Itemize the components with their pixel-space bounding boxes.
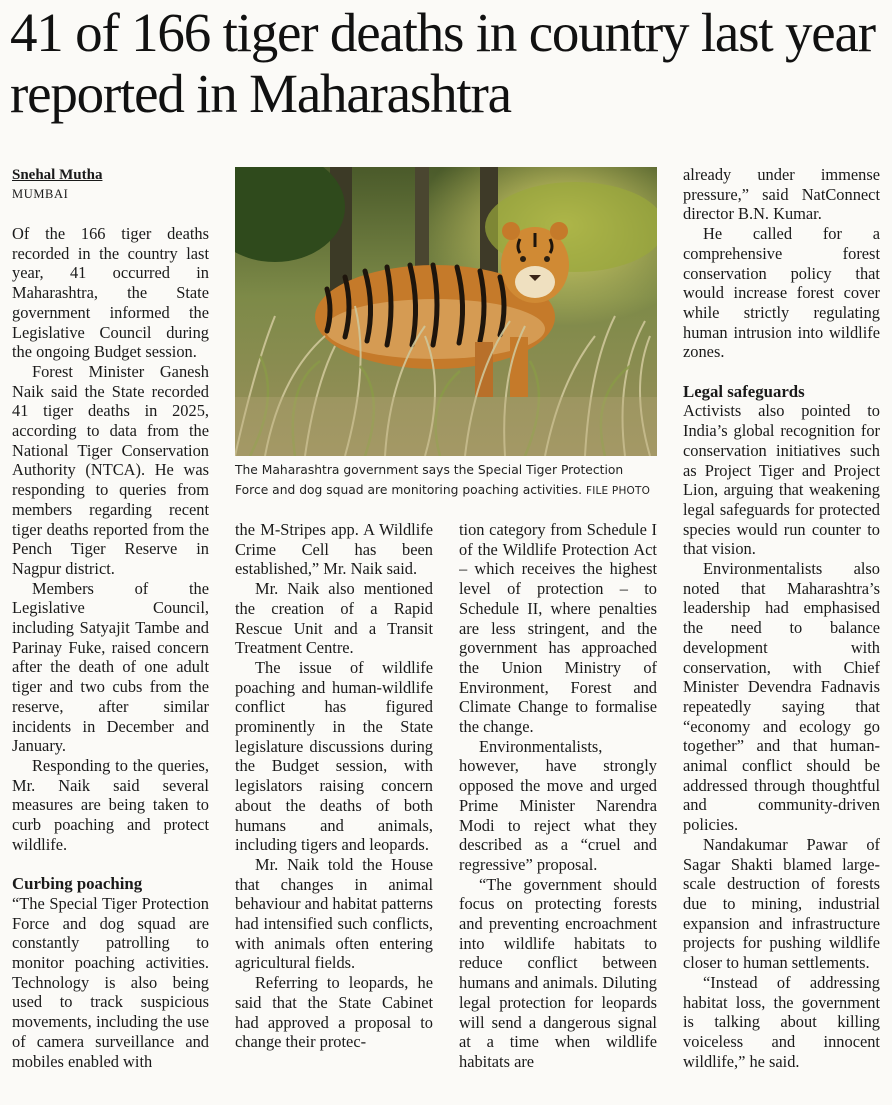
paragraph: Activists also pointed to India’s global recognition for conservation initiatives such as Project Tiger and Project Lion, arguing that weakening legal safeguards for protected species would run counter to that vision. — [683, 401, 880, 559]
paragraph: He called for a comprehensive forest conservation policy that would increase forest cover while strictly regulating human intrusion into wildlife zones. — [683, 224, 880, 362]
paragraph: “Instead of addressing habitat loss, the government is talking about killing voiceless and innocent wildlife,” he said. — [683, 972, 880, 1071]
paragraph: already under immense pressure,” said NatConnect director B.N. Kumar. — [683, 165, 880, 224]
photo-caption — [235, 460, 657, 501]
article-column-2 — [235, 520, 433, 1100]
dateline: MUMBAI — [12, 187, 69, 201]
paragraph: Of the 166 tiger deaths recorded in the country last year, 41 occurred in Maharashtra, the State government informed the Legislative Council during the ongoing Budget session. — [12, 224, 209, 362]
article-column-3 — [459, 520, 657, 1100]
subhead-curbing-poaching: Curbing poaching — [12, 874, 143, 894]
tiger-in-grass-illustration — [235, 167, 657, 456]
article-column-4 — [683, 165, 880, 1100]
headline: 41 of 166 tiger deaths in country last year reported in Maharashtra — [10, 2, 875, 124]
paragraph: the M-Stripes app. A Wildlife Crime Cell has been established,” Mr. Naik said. — [235, 520, 433, 579]
paragraph: Environmentalists also noted that Maharashtra’s leadership had emphasised the need to balance development with conservation, with Chief Minister Devendra Fadnavis repeatedly saying that “economy and ecology go together” and that human-animal conflict should be addressed through thoughtful and community-driven policies. — [683, 559, 880, 835]
paragraph: “The Special Tiger Protection Force and dog squad are constantly patrolling to monitor poaching activities. Technology is also being used to track suspicious movements, including the use of camera surveillance and mobiles enabled with — [12, 893, 209, 1071]
caption-text: The Maharashtra government says the Special Tiger Protection Force and dog squad are monitoring poaching activities. — [235, 463, 624, 497]
photo-credit: FILE PHOTO — [585, 485, 651, 497]
paragraph: Mr. Naik told the House that changes in animal behaviour and habitat patterns had intensified such conflicts, with animals often entering agricultural fields. — [235, 854, 433, 973]
article-column-1 — [12, 166, 209, 1101]
paragraph: Nandakumar Pawar of Sagar Shakti blamed large-scale destruction of forests due to mining, industrial expansion and infrastructure projects for pushing wildlife closer to human settlements. — [683, 834, 880, 973]
paragraph: Forest Minister Ganesh Naik said the State recorded 41 tiger deaths in 2025, according to data from the National Tiger Conservation Authority (NTCA). He was responding to queries from members regarding recent tiger deaths reported from the Pench Tiger Reserve in Nagpur district. — [12, 361, 209, 578]
paragraph: Referring to leopards, he said that the State Cabinet had approved a proposal to change their protec- — [235, 973, 433, 1052]
paragraph: “The government should focus on protecting forests and preventing encroachment into wildlife habitats to reduce conflict between humans and animals. Diluting legal protection for leopards will send a dangerous signal at a time when wildlife habitats are — [459, 874, 657, 1071]
paragraph: The issue of wildlife poaching and human-wildlife conflict has figured prominently in the State legislature discussions during the Budget session, with legislators raising concern about the deaths of both humans and animals, including tigers and leopards. — [235, 657, 433, 855]
paragraph: Mr. Naik also mentioned the creation of a Rapid Rescue Unit and a Transit Treatment Centre. — [235, 579, 433, 658]
tiger-photo[interactable] — [235, 167, 657, 456]
paragraph: Members of the Legislative Council, including Satyajit Tambe and Parinay Fuke, raised concern after the death of one adult tiger and two cubs from the reserve, after similar incidents in December and January. — [12, 578, 209, 756]
subhead-legal-safeguards: Legal safeguards — [683, 381, 805, 401]
paragraph: tion category from Schedule I of the Wildlife Protection Act – which receives the highest level of protection – to Schedule II, where penalties are less stringent, and the government has approached the Union Ministry of Environment, Forest and Climate Change to formalise the change. — [459, 520, 657, 737]
paragraph: Environmentalists, however, have strongly opposed the move and urged Prime Minister Narendra Modi to reject what they described as a “cruel and regressive” proposal. — [459, 736, 657, 874]
paragraph: Responding to the queries, Mr. Naik said several measures are being taken to curb poaching and protect wildlife. — [12, 755, 209, 854]
byline[interactable]: Snehal Mutha — [12, 167, 103, 183]
